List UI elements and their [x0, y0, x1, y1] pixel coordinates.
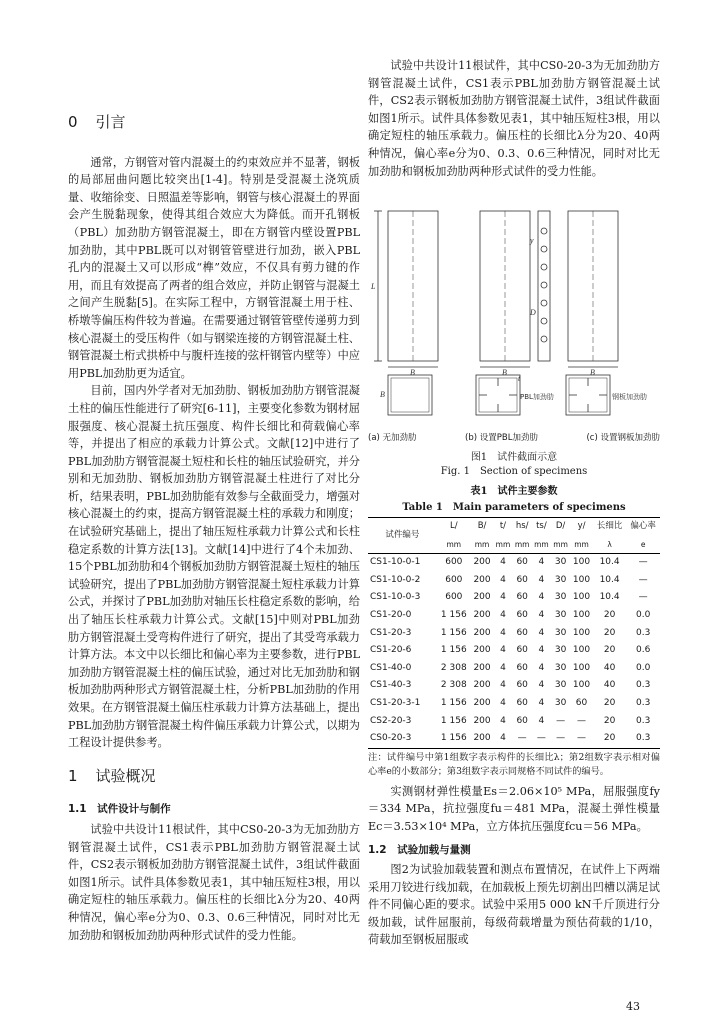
- label-t: t: [518, 374, 521, 383]
- table-cell: 40: [603, 680, 616, 691]
- table-cell: CS1-10-0-1: [370, 557, 421, 568]
- table-row: [368, 713, 660, 731]
- figure-1-caption-en: Fig. 1 Section of specimens: [440, 466, 588, 477]
- table-cell: —: [577, 715, 587, 726]
- table-cell: 60: [516, 645, 528, 656]
- label-plate: 钢板加劲肋: [612, 393, 647, 401]
- table-1-caption-cn: 表1 试件主要参数: [470, 486, 558, 497]
- table-cell: 60: [516, 697, 528, 708]
- table-cell: 20: [603, 609, 616, 620]
- subcaption-c: (c) 设置钢板加劲肋: [586, 432, 660, 443]
- table-cell: 30: [554, 645, 567, 656]
- table-cell: 1 156: [440, 609, 467, 620]
- table-cell: 1 156: [437, 730, 471, 748]
- table-cell: 600: [445, 557, 463, 568]
- table-1-caption-en: Table 1 Main parameters of specimens: [402, 502, 626, 513]
- table-cell: 60: [516, 715, 528, 726]
- figure-1-drawing: [368, 203, 660, 428]
- table-cell: —: [570, 730, 593, 748]
- table-cell: CS1-20-3-1: [370, 697, 421, 708]
- table-header-row: [368, 518, 660, 536]
- table-cell: 20: [603, 627, 616, 638]
- intro-paragraph-1: 通常，方钢管对管内混凝土的约束效应并不显著，钢板的局部屈曲问题比较突出[1-4]。特别是受混凝土浇筑质量、收缩徐变、日照温差等影响，钢管与核心混凝土的界面会产生脱黏现象，使得其组合效应大为降低。而开孔钢板（PBL）加劲肋方钢管混凝土，即在方钢管内壁设置PBL加劲肋，其中PBL既可以对钢管管壁进行加劲，嵌入PBL孔内的混凝土又可以形成“榫”效应，不仅具有剪力键的作用，而且有效提高了两者的组合效应，并防止钢管与混凝土之间产生脱黏[5]。在实际工程中，方钢管混凝土用于柱、桥墩等偏压构件较为普遍。在需要通过钢管管壁传递剪力到核心混凝土的受压构件（如与钢梁连接的方钢管混凝土柱、钢管混凝土桁式拱桥中与腹杆连接的弦杆钢管内壁等）中应用PBL加劲肋更为适宜。: [68, 155, 360, 380]
- table-cell: 20: [603, 697, 616, 708]
- table-cell: 4: [500, 574, 506, 585]
- table-cell: 1 156: [440, 627, 467, 638]
- page-number: 43: [626, 1000, 640, 1013]
- table-header: y/: [570, 518, 593, 536]
- table-cell: 200: [473, 715, 491, 726]
- table-cell: —: [513, 730, 532, 748]
- table-cell: 4: [538, 574, 545, 585]
- subsection-1-2-paragraph: 图2为试验加载装置和测点布置情况，在试件上下两端采用刀铰进行线加载，在加载板上预先切割出凹槽以满足试件不同偏心距的要求。试验中采用5 000 kN千斤顶进行分级加载，试件屈服前，每级荷载增量为预估荷载的1/10，荷载加至钢板屈服或: [368, 863, 660, 947]
- table-cell: 600: [445, 574, 463, 585]
- table-cell: 30: [554, 592, 567, 603]
- table-header: 试件编号: [368, 518, 437, 554]
- table-cell: 30: [554, 697, 567, 708]
- label-y: y: [530, 236, 534, 245]
- table-cell: 2 308: [440, 680, 467, 691]
- table-cell: 10.4: [599, 592, 620, 603]
- section-a: [388, 375, 432, 415]
- table-header: L/: [437, 518, 471, 536]
- table-unit: mm: [532, 536, 551, 554]
- material-paragraph: 实测钢材弹性模量Es＝2.06×10⁵ MPa，屈服强度fy＝334 MPa，抗拉强度fu＝481 MPa，混凝土弹性模量Ec＝3.53×10⁴ MPa，立方体抗压强度fcu＝56 MPa。: [368, 784, 660, 833]
- table-cell: 100: [572, 574, 591, 585]
- table-cell: 4: [500, 645, 506, 656]
- table-unit: mm: [437, 536, 471, 554]
- subcaption-a: (a) 无加劲肋: [368, 432, 417, 443]
- table-cell: —: [556, 715, 566, 726]
- figure-1-caption-cn: 图1 试件截面示意: [470, 452, 558, 463]
- table-header: ts/: [532, 518, 551, 536]
- table-cell: 20: [603, 715, 616, 726]
- table-cell: 20: [593, 730, 627, 748]
- table-cell: 4: [500, 662, 506, 673]
- label-B-c: B: [590, 368, 595, 377]
- table-cell: 2 308: [440, 662, 467, 673]
- table-cell: 4: [493, 730, 512, 748]
- table-row: [368, 677, 660, 695]
- table-cell: 40: [603, 662, 616, 673]
- table-cell: 4: [500, 697, 506, 708]
- table-cell: 60: [516, 574, 528, 585]
- table-cell: 4: [538, 697, 545, 708]
- table-row: [368, 554, 660, 572]
- section-1-heading: [68, 768, 360, 786]
- table-cell: 0.3: [636, 697, 651, 708]
- table-header: 长细比: [593, 518, 627, 536]
- table-cell: —: [551, 730, 570, 748]
- intro-paragraph-2: 目前，国内外学者对无加劲肋、钢板加劲肋方钢管混凝土柱的偏压性能进行了研究[6-11]，主要变化参数为钢材屈服强度、核心混凝土抗压强度、构件长细比和荷载偏心率等，并提出了相应的承载力计算公式。文献[12]中进行了PBL加劲肋方钢管混凝土短柱和长柱的轴压试验研究，并分别和无加劲肋、钢板加劲肋方钢管混凝土柱进行了对比分析，结果表明，PBL加劲肋能有效参与全截面受力，增强对核心混凝土的约束，提高方钢管混凝土柱的承载力和刚度；在试验研究基础上，提出了轴压短柱承载力计算公式和长柱稳定系数的计算方法[13]。文献[14]中进行了4个未加劲、15个PBL加劲肋和4个钢板加劲肋方钢管混凝土短柱的轴压试验研究，提出了PBL加劲肋方钢管混凝土短柱承载力计算公式，并探讨了PBL加劲肋对轴压长柱稳定系数的影响，给出了轴压长柱承载力计算公式。文献[15]中则对PBL加劲肋方钢管混凝土受弯构件进行了研究，提出了其受弯承载力计算方法。本文中以长细比和偏心率为主要参数，进行PBL加劲肋方钢管混凝土柱的偏压试验，通过对比无加劲肋和钢板加劲肋两种形式方钢管混凝土柱，分析PBL加劲肋的作用效果。在方钢管混凝土偏压柱承载力计算方法基础上，提出PBL加劲肋方钢管混凝土构件偏压承载力计算公式，以期为工程设计提供参考。: [68, 384, 360, 750]
- table-cell: 200: [473, 609, 491, 620]
- table-cell: 100: [572, 627, 591, 638]
- table-cell: 4: [500, 715, 506, 726]
- subsection-1-1-paragraph-cont: [368, 59, 660, 197]
- table-unit: mm: [513, 536, 532, 554]
- section-0-heading: [68, 114, 360, 132]
- table-cell: 200: [473, 574, 491, 585]
- table-cell: 4: [538, 557, 545, 568]
- table-cell: —: [638, 574, 648, 585]
- table-row: [368, 730, 660, 748]
- table-1: [368, 517, 660, 749]
- table-cell: 0.3: [636, 627, 651, 638]
- table-cell: 0.6: [636, 645, 651, 656]
- table-header: t/: [493, 518, 512, 536]
- table-cell: 4: [538, 680, 545, 691]
- table-cell: 60: [516, 609, 528, 620]
- table-cell: 30: [554, 609, 567, 620]
- table-cell: CS1-20-3: [370, 627, 412, 638]
- table-cell: 60: [516, 627, 528, 638]
- table-cell: CS1-40-3: [370, 680, 412, 691]
- table-row: [368, 625, 660, 643]
- table-cell: 600: [445, 592, 463, 603]
- table-unit: e: [626, 536, 660, 554]
- table-cell: 200: [471, 730, 494, 748]
- table-cell: 200: [473, 557, 491, 568]
- table-unit: λ: [593, 536, 627, 554]
- right-column: [368, 59, 660, 949]
- table-row: [368, 607, 660, 625]
- table-unit: mm: [493, 536, 512, 554]
- section-title: 引言: [95, 113, 126, 131]
- table-cell: 1 156: [440, 645, 467, 656]
- table-cell: 4: [500, 592, 506, 603]
- table-row: [368, 572, 660, 590]
- table-header: D/: [551, 518, 570, 536]
- table-cell: 4: [500, 557, 506, 568]
- section-title: 试验概况: [95, 766, 156, 785]
- table-cell: 4: [500, 609, 506, 620]
- subcaption-b: (b) 设置PBL加劲肋: [465, 432, 538, 443]
- table-cell: 60: [516, 680, 528, 691]
- table-cell: 4: [538, 645, 545, 656]
- subsection-1-1-title: 1.1 试件设计与制作: [68, 803, 171, 816]
- left-column: [68, 96, 360, 942]
- figure-1-subcaptions: [368, 430, 660, 448]
- table-row: [368, 660, 660, 678]
- table-cell: 4: [538, 715, 545, 726]
- table-cell: CS1-10-0-3: [370, 592, 421, 603]
- table-cell: 100: [572, 662, 591, 673]
- label-L: L: [371, 282, 376, 291]
- table-cell: 100: [572, 609, 591, 620]
- table-cell: 4: [538, 662, 545, 673]
- subsection-1-2-title: 1.2 试验加载与量测: [368, 843, 471, 856]
- section-number: 0: [68, 113, 78, 131]
- table-cell: 0.3: [636, 715, 651, 726]
- table-cell: CS2-20-3: [370, 715, 412, 726]
- subsection-1-1-paragraph-start: 试验中共设计11根试件，其中CS0-20-3为无加劲肋方钢管混凝土试件，CS1表示PBL加劲肋方钢管混凝土试件，CS2表示钢板加劲肋方钢管混凝土试件，3组试件截面如图1所示。试件具体参数见表1，其中轴压短柱3根，用以确定短柱的轴压承载力。偏压柱的长细比λ分为20、40两种情况，偏心率e分为0、0.3、0.6三种情况，同时对比无加劲肋和钢板加劲肋两种形式试件的受力性能。: [68, 822, 360, 942]
- table-cell: CS1-40-0: [370, 662, 412, 673]
- table-unit: mm: [570, 536, 593, 554]
- table-cell: 100: [572, 680, 591, 691]
- table-cell: 60: [516, 592, 528, 603]
- table-cell: —: [638, 557, 648, 568]
- table-cell: 0.0: [636, 662, 651, 673]
- table-cell: 60: [516, 557, 528, 568]
- table-cell: —: [532, 730, 551, 748]
- table-cell: 30: [554, 662, 567, 673]
- table-cell: 20: [603, 645, 616, 656]
- table-cell: 60: [575, 697, 588, 708]
- label-B-a: B: [410, 368, 415, 377]
- table-cell: 100: [572, 645, 591, 656]
- table-cell: CS1-10-0-2: [370, 574, 421, 585]
- table-cell: CS0-20-3: [368, 730, 437, 748]
- table-cell: 200: [473, 662, 491, 673]
- table-cell: 60: [516, 662, 528, 673]
- table-cell: 4: [500, 627, 506, 638]
- table-cell: 4: [538, 627, 545, 638]
- table-cell: 4: [538, 609, 545, 620]
- table-header: 偏心率: [626, 518, 660, 536]
- table-body: [368, 554, 660, 749]
- table-cell: 0.0: [636, 609, 651, 620]
- table-cell: 0.3: [626, 730, 660, 748]
- section-number: 1: [68, 766, 78, 785]
- table-1-note: 注：试件编号中第1组数字表示构件的长细比λ；第2组数字表示相对偏心率e的小数部分；第3组数字表示同规格不同试件的编号。: [368, 751, 660, 777]
- table-cell: CS1-20-0: [370, 609, 412, 620]
- table-cell: 10.4: [599, 557, 620, 568]
- table-row: [368, 589, 660, 607]
- label-pbl: PBL加劲肋: [520, 393, 554, 401]
- table-cell: 1 156: [440, 715, 467, 726]
- table-cell: 100: [572, 592, 591, 603]
- table-header: B/: [471, 518, 494, 536]
- label-B-b: B: [502, 368, 507, 377]
- table-cell: CS1-20-6: [370, 645, 412, 656]
- table-cell: 200: [473, 645, 491, 656]
- table-cell: 4: [500, 680, 506, 691]
- table-cell: 1 156: [440, 697, 467, 708]
- table-unit: mm: [551, 536, 570, 554]
- table-row: [368, 642, 660, 660]
- table-cell: 200: [473, 592, 491, 603]
- table-cell: 200: [473, 680, 491, 691]
- table-cell: 10.4: [599, 574, 620, 585]
- figure-1: [368, 203, 660, 451]
- table-cell: 30: [554, 574, 567, 585]
- table-unit: mm: [471, 536, 494, 554]
- table-row: [368, 695, 660, 713]
- table-header: hs/: [513, 518, 532, 536]
- table-cell: 30: [554, 680, 567, 691]
- table-cell: 4: [538, 592, 545, 603]
- table-cell: 200: [473, 697, 491, 708]
- table-cell: 30: [554, 627, 567, 638]
- table-cell: 100: [572, 557, 591, 568]
- table-cell: 200: [473, 627, 491, 638]
- table-cell: 30: [554, 557, 567, 568]
- table-cell: 0.3: [636, 680, 651, 691]
- paragraph-continuation: 试验中共设计11根试件，其中CS0-20-3为无加劲肋方钢管混凝土试件，CS1表示PBL加劲肋方钢管混凝土试件，CS2表示钢板加劲肋方钢管混凝土试件，3组试件截面如图1所示。试件具体参数见表1，其中轴压短柱3根，用以确定短柱的轴压承载力。偏压柱的长细比λ分为20、40两种情况，偏心率e分为0、0.3、0.6三种情况，同时对比无加劲肋和钢板加劲肋两种形式试件的受力性能。: [368, 59, 660, 178]
- label-D: D: [530, 308, 536, 317]
- table-cell: —: [638, 592, 648, 603]
- label-B-section: B: [380, 390, 385, 399]
- pbl-strip: [538, 211, 550, 361]
